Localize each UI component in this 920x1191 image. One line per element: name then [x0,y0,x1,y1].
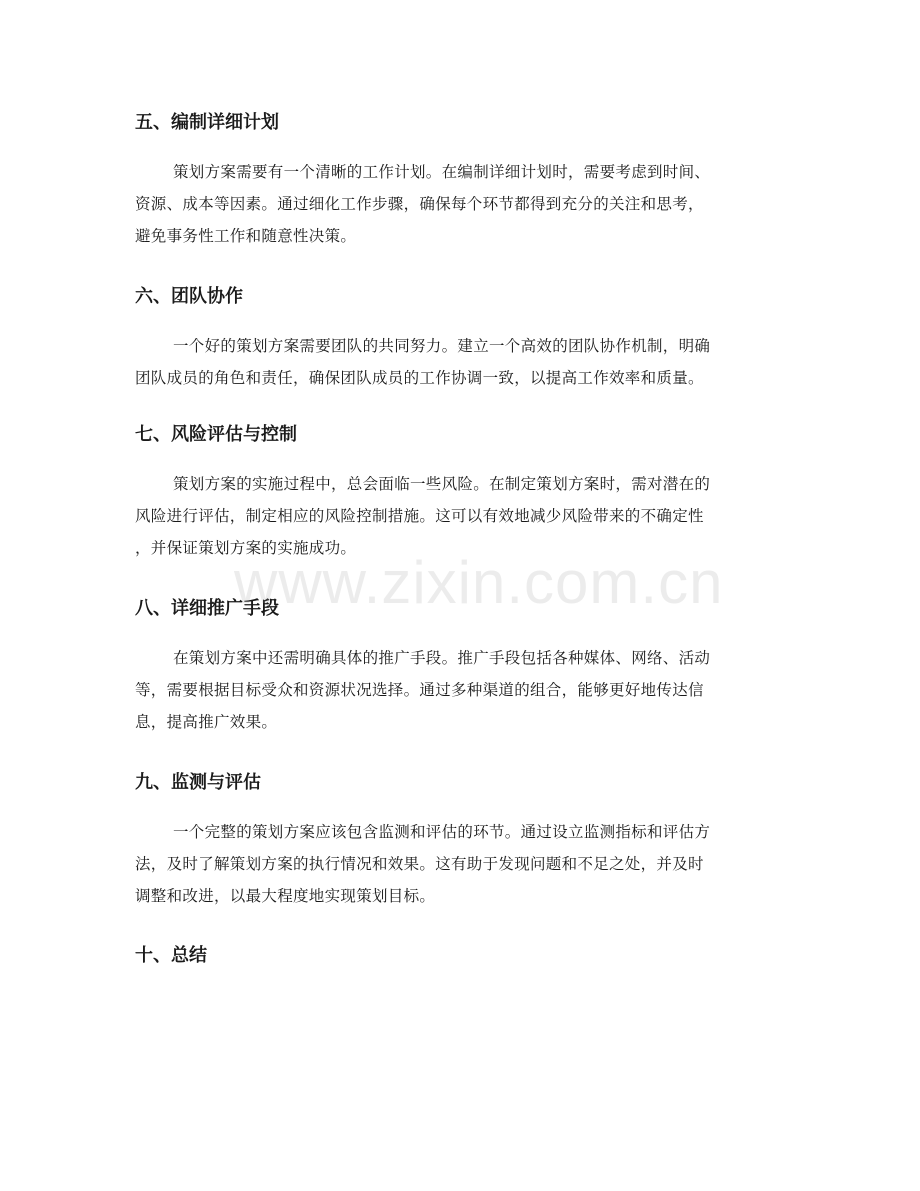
section-7-line-3: ，并保证策划方案的实施成功。 [135,539,357,557]
section-8-line-1: 在策划方案中还需明确具体的推广手段。推广手段包括各种媒体、网络、活动 [173,649,711,667]
section-5-line-3: 避免事务性工作和随意性决策。 [135,227,357,245]
section-6-paragraph [135,330,785,394]
section-7-line-1: 策划方案的实施过程中，总会面临一些风险。在制定策划方案时，需对潜在的 [173,475,711,493]
section-9-paragraph [135,816,785,912]
section-6-line-2: 团队成员的角色和责任，确保团队成员的工作协调一致，以提高工作效率和质量。 [135,369,704,387]
section-7-title: 七、风险评估与控制 [135,424,297,445]
section-9-line-1: 一个完整的策划方案应该包含监测和评估的环节。通过设立监测指标和评估方 [173,823,711,841]
section-8-paragraph [135,642,785,738]
section-8-line-2: 等，需要根据目标受众和资源状况选择。通过多种渠道的组合，能够更好地传达信 [135,681,704,699]
section-6-title: 六、团队协作 [135,286,243,307]
section-9-line-2: 法，及时了解策划方案的执行情况和效果。这有助于发现问题和不足之处，并及时 [135,855,704,873]
section-9-title: 九、监测与评估 [135,772,261,793]
section-6-line-1: 一个好的策划方案需要团队的共同努力。建立一个高效的团队协作机制，明确 [173,337,711,355]
section-10-title: 十、总结 [135,945,207,966]
section-5-line-1: 策划方案需要有一个清晰的工作计划。在编制详细计划时，需要考虑到时间、 [173,163,711,181]
watermark: www.zixin.com.cn [234,549,724,616]
section-8-title: 八、详细推广手段 [135,598,279,619]
section-8-line-3: 息，提高推广效果。 [135,713,278,731]
section-5-paragraph [135,156,785,252]
section-9-line-3: 调整和改进，以最大程度地实现策划目标。 [135,887,436,905]
section-7-line-2: 风险进行评估，制定相应的风险控制措施。这可以有效地减少风险带来的不确定性 [135,507,704,525]
section-5-title: 五、编制详细计划 [135,112,279,133]
section-5-line-2: 资源、成本等因素。通过细化工作步骤，确保每个环节都得到充分的关注和思考， [135,195,704,213]
